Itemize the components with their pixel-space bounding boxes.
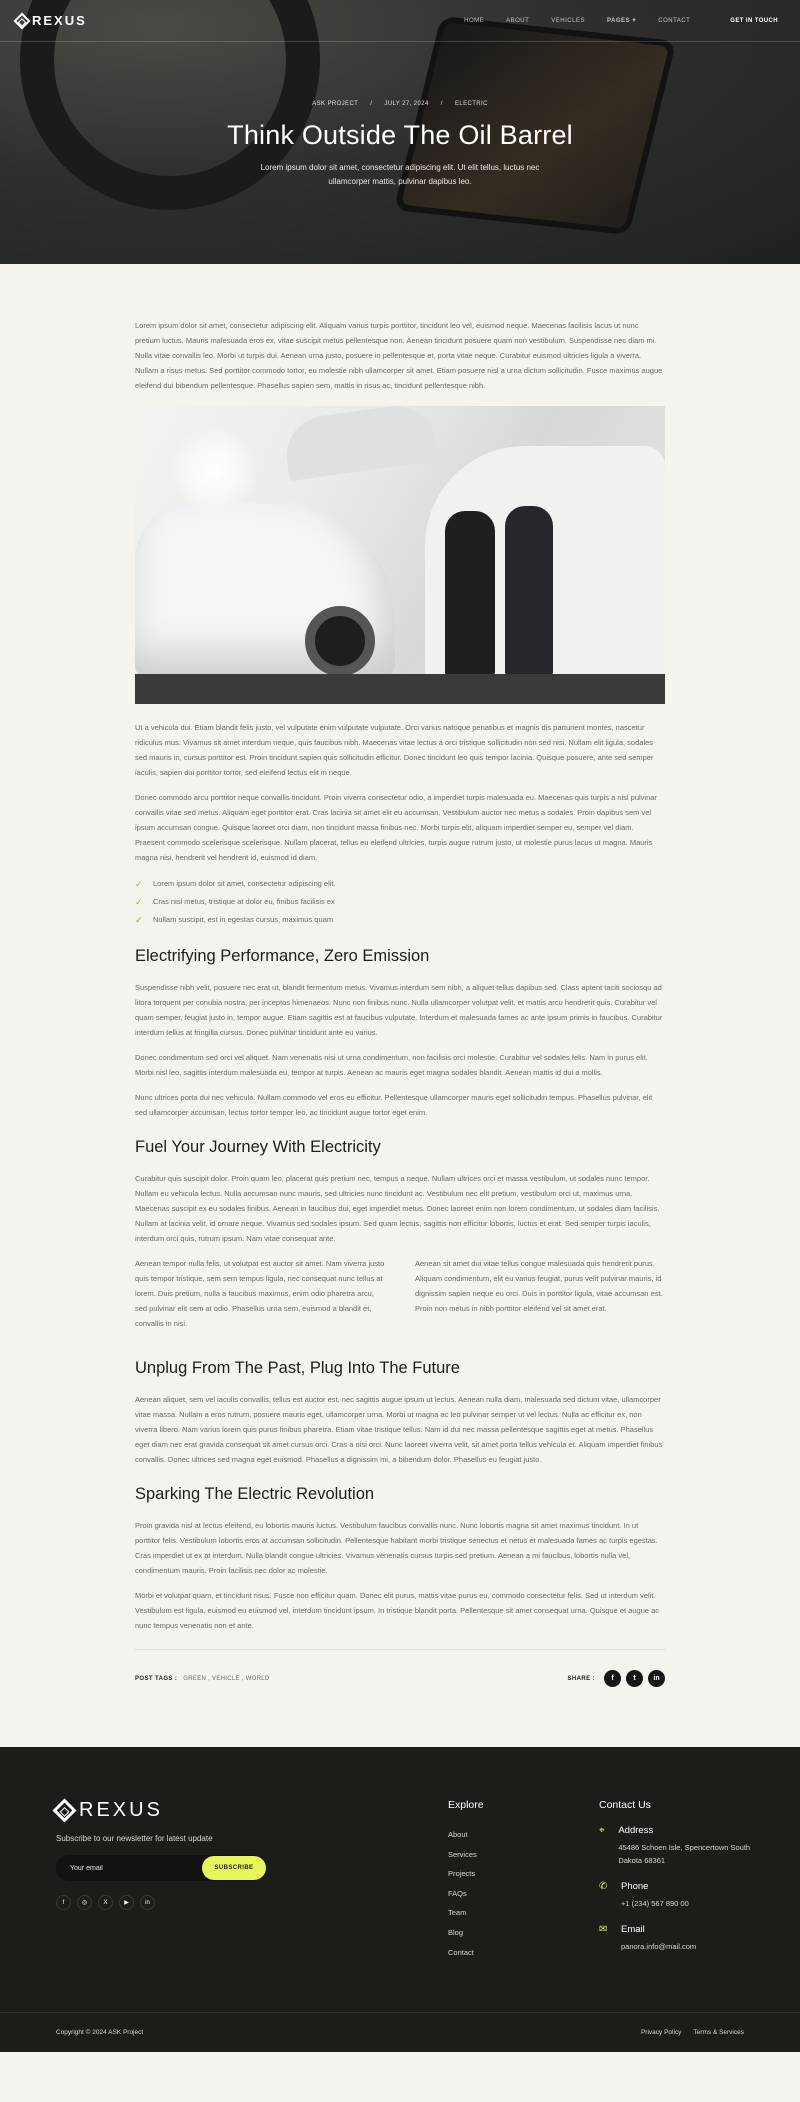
article-paragraph: Suspendisse nibh velit, posuere nec erat ut, blandit fermentum metus. Vivamus interdum sem nibh, a aliquet tellus dapibus sed. Class aptent taciti sociosqu ad litora torquent per conubia nostra, per inceptos himenaeos. Nunc non finibus nunc. Nulla ullamcorper volutpat velit, et mattis arcu hendrerit quis. Curabitur vel quam semper, feugiat justo in, tempor augue. Etiam sagittis est at faucibus vulputate. Interdum et malesuada fames ac ante ipsum primis in faucibus. Curabitur interdum tellus at fringilla cursus. Donec pulvinar tincidunt ante eu varius. <box>135 983 663 1037</box>
feature-checklist <box>135 875 665 929</box>
footer-link-team[interactable]: Team <box>448 1908 467 1918</box>
nav-contact[interactable]: CONTACT <box>658 17 691 24</box>
email-title: Email <box>621 1924 645 1935</box>
plus-icon: + <box>632 17 637 24</box>
footer-link-contact[interactable]: Contact <box>448 1947 474 1957</box>
twitter-icon[interactable]: t <box>626 1670 643 1687</box>
checklist-item <box>135 893 665 911</box>
youtube-icon[interactable]: ▶ <box>119 1895 134 1910</box>
article-paragraph: Ut a vehicula dui. Etiam blandit felis justo, vel vulputate enim vulputate vulputate. Orci varius natoque penatibus et magnis dis parturient montes, nascetur ridiculus mus. Vivamus sit amet interdum neque, quis faucibus nibh. Maecenas vitae lectus a orci tristique sollicitudin non sed nisi. Nullam elit ligula, sodales sed mauris in, cursus porttitor est. Proin tincidunt sapien quis sollicitudin efficitur. Donec tincidunt leo quis tempor lacinia. Quisque posuere, ante sed semper iaculis, sapien dui porttitor tortor, sed eleifend lectus elit in neque. <box>135 723 654 777</box>
column-left-text: Aenean tempor nulla felis, ut volutpat est auctor sit amet. Nam viverra justo quis tempor tristique, sem sem tempus ligula, nec consequat nunc tellus at lorem. Duis pretium, nulla a faucibus maximus, enim odio pharetra arcu, sed pulvinar elit sem at odio. Phasellus urna sem, euismod a blandit et, convallis in nisi. <box>135 1259 385 1328</box>
footer-explore-column <box>448 1799 484 1962</box>
rexus-logo-icon <box>14 12 31 29</box>
section-heading: Fuel Your Journey With Electricity <box>135 1138 381 1156</box>
check-icon: ✓ <box>135 915 143 925</box>
page-subtitle: Lorem ipsum dolor sit amet, consectetur adipiscing elit. Ut elit tellus, luctus nec ullamcorper mattis, pulvinar dapibus leo. <box>260 163 540 186</box>
subscribe-button[interactable]: SUBSCRIBE <box>202 1856 266 1880</box>
checklist-item <box>135 911 665 929</box>
post-meta-date: JULY 27, 2024 <box>384 101 429 107</box>
section-heading: Electrifying Performance, Zero Emission <box>135 947 430 965</box>
terms-link[interactable]: Terms & Services <box>693 2029 744 2036</box>
phone-title: Phone <box>621 1881 649 1892</box>
facebook-icon[interactable]: f <box>604 1670 621 1687</box>
meta-separator: / <box>440 101 443 107</box>
article-body <box>135 264 665 1695</box>
legal-links <box>641 2029 744 2036</box>
checklist-item-text: Nullam suscipit, est in egestas cursus, maximus quam <box>153 915 334 924</box>
mail-icon: ✉ <box>599 1924 608 1935</box>
nav-pages[interactable] <box>607 18 636 24</box>
nav-about[interactable]: ABOUT <box>506 17 530 24</box>
article-paragraph: Donec commodo arcu porttitor neque convallis tincidunt. Proin viverra consectetur odio, a imperdiet turpis malesuada eu. Maecenas quis turpis a nisl pulvinar convallis vitae sed metus. Aliquam eget porttitor erat. Cras lacinia sit amet elit eu accumsan. Vestibulum auctor nec metus a sodales. Proin dapibus sem vel ipsum accumsan congue. Quisque laoreet orci diam, non tincidunt massa finibus nec. Morbi turpis elit, aliquam imperdiet semper eu, semper vel diam. Praesent commodo scelerisque scelerisque. Nullam placerat, tellus eu eleifend ultricies, turpis augue rutrum justo, ut molestie purus lacus ut magna. Mauris magna nisi, hendrerit vel hendrerit id, euismod id diam. <box>135 793 657 862</box>
facebook-icon[interactable]: f <box>56 1895 71 1910</box>
linkedin-icon[interactable]: in <box>648 1670 665 1687</box>
contact-address <box>599 1825 759 1867</box>
post-tags-label: POST TAGS : <box>135 1675 178 1682</box>
phone-value[interactable]: +1 (234) 567 890 00 <box>621 1899 689 1908</box>
nav-pages-label: PAGES <box>606 17 631 24</box>
address-value: 45486 Schoen Isle, Spencertown South Dakota 68361 <box>618 1843 751 1865</box>
explore-heading: Explore <box>448 1799 484 1811</box>
article-paragraph: Nunc ultrices porta dui nec vehicula. Nullam commodo vel eros eu efficitur. Pellentesque ullamcorper mauris eget sollicitudin tempus. Phasellus pulvinar, elit sed ullamcorper accumsan, lectus tortor tempor leo, ac tincidunt augue tortor eget enim. <box>135 1093 653 1117</box>
instagram-icon[interactable]: ◎ <box>77 1895 92 1910</box>
footer-bottom-bar <box>0 2012 800 2052</box>
check-icon: ✓ <box>135 879 143 889</box>
post-meta <box>0 101 800 107</box>
section-heading: Unplug From The Past, Plug Into The Future <box>135 1359 460 1377</box>
footer-link-faqs[interactable]: FAQs <box>448 1888 467 1898</box>
address-title: Address <box>618 1825 654 1836</box>
get-in-touch-button[interactable]: GET IN TOUCH <box>730 17 778 24</box>
section-heading: Sparking The Electric Revolution <box>135 1485 375 1503</box>
newsletter-form <box>56 1855 266 1881</box>
contact-phone <box>599 1881 759 1910</box>
site-footer <box>0 1747 800 2052</box>
article-paragraph: Proin gravida nisl at lectus eleifend, eu lobortis mauris luctus. Vestibulum faucibus convallis nunc. Nunc lobortis magna sit amet maximus tincidunt. In ut porttitor felis. Vestibulum lobortis eros at accumsan sollicitudin. Pellentesque habitant morbi tristique senectus et netus et malesuada fames ac turpis egestas. Cras imperdiet ut ex at interdum. Nulla blandit congue ultricies. Vivamus venenatis cursus turpis sed pretium. Aenean a mi faucibus, lobortis nulla vel, condimentum mauris. Proin facilisis nec dolor ac molestie. <box>135 1521 658 1575</box>
phone-icon: ✆ <box>599 1881 608 1892</box>
checklist-item-text: Lorem ipsum dolor sit amet, consectetur adipiscing elit. <box>153 879 336 888</box>
meta-separator: / <box>370 101 373 107</box>
two-column-text <box>135 1256 665 1341</box>
rexus-logo-icon <box>52 1798 76 1822</box>
footer-link-services[interactable]: Services <box>448 1849 477 1859</box>
footer-contact-column <box>599 1799 759 1967</box>
nav-home[interactable]: HOME <box>464 17 485 24</box>
newsletter-email-input[interactable] <box>70 1865 190 1872</box>
checklist-item <box>135 875 665 893</box>
post-meta-category[interactable]: ELECTRIC <box>454 101 488 107</box>
article-intro: Lorem ipsum dolor sit amet, consectetur adipiscing elit. Aliquam varius turpis porttitor, tincidunt leo vel, euismod neque. Maecenas facilisis lacus ut nunc pretium luctus. Mauris malesuada eros ex, vitae suscipit metus pellentesque non. Aenean tincidunt posuere quam non vestibulum. Suspendisse nec diam mi. Nulla vitae convallis leo. Morbi ut turpis dui. Aenean urna justo, posuere in pellentesque et, porta vitae neque. Curabitur euismod ultricies ligula a viverra. Nullam a risus metus. Sed porttitor commodo tortor, eu molestie nibh ullamcorper sit amet. Etiam posuere nisl a urna dictum sollicitudin. Fusce maximus augue eleifend dui bibendum pellentesque. Phasellus sapien sem, mattis in risus ac, tincidunt pellentesque nibh. <box>135 321 663 390</box>
check-icon: ✓ <box>135 897 143 907</box>
map-pin-icon: ⌖ <box>599 1825 605 1836</box>
email-value[interactable]: panora.info@mail.com <box>621 1942 697 1951</box>
x-icon[interactable]: X <box>98 1895 113 1910</box>
page-title: Think Outside The Oil Barrel <box>227 120 573 150</box>
share-label: SHARE : <box>567 1675 595 1682</box>
footer-link-projects[interactable]: Projects <box>448 1869 476 1879</box>
footer-link-blog[interactable]: Blog <box>448 1927 464 1937</box>
contact-email <box>599 1924 759 1953</box>
hero-section <box>0 0 800 264</box>
header-logo[interactable] <box>16 13 87 28</box>
main-nav <box>464 18 690 24</box>
post-tags[interactable]: GREEN , VEHICLE , WORLD <box>183 1675 270 1682</box>
article-paragraph: Aenean aliquet, sem vel iaculis convallis, tellus est auctor est, nec sagittis augue ipsum ut lectus. Aenean nulla diam, malesuada sed dictum vitae, ullamcorper vitae massa. Nullam a eros rutrum, posuere mauris eget, ullamcorper urna. Morbi ut magna ac leo pulvinar semper ut vel lectus. Nulla ac efficitur ex, non viverra libero. Nam varius lorem quis purus finibus pharetra. Etiam vitae tristique tellus. Nam id dui nec massa pellentesque sagittis eget at metus. Phasellus eget diam nec erat gravida consequat sit amet cursus orci. Cras a nisi orci. Nunc laoreet viverra velit, sit amet porta tellus vehicula et. Aliquam imperdiet finibus convallis. Donec ultrices sed magna eget euismod. Phasellus a dignissim mi, a bibendum dolor. Phasellus eu feugiat justo. <box>135 1395 663 1464</box>
article-image-ev-charging <box>135 406 665 704</box>
newsletter-text: Subscribe to our newsletter for latest update <box>56 1834 213 1843</box>
checklist-item-text: Cras nisl metus, tristique at dolor eu, finibus facilisis ex <box>153 897 335 906</box>
privacy-policy-link[interactable]: Privacy Policy <box>640 2029 682 2036</box>
contact-heading: Contact Us <box>599 1799 651 1811</box>
article-paragraph: Morbi et volutpat quam, et tincidunt risus. Fusce non efficitur quam. Donec elit purus, mattis vitae purus eu, commodo consectetur felis. Sed ut interdum velit. Vestibulum est ligula, euismod eu euismod vel, interdum tincidunt ipsum. In tristique blandit porta. Pellentesque sit amet consequat urna. Quisque et augue ac nunc tempus venenatis non et ante. <box>135 1591 660 1630</box>
post-meta-author[interactable]: ASK PROJECT <box>312 101 359 107</box>
footer-logo-text: REXUS <box>79 1799 163 1821</box>
article-paragraph: Donec condimentum sed orci vel aliquet. Nam venenatis nisi ut urna condimentum, non facilisis orci molestie. Curabitur vel sodales felis. Nam in purus elit. Morbi nisl leo, sagittis interdum malesuada eu, tempor at turpis. Aenean ac mauris eget magna sodales blandit. Aenean mattis id dui a mollis. <box>135 1053 648 1077</box>
top-navbar <box>0 0 800 42</box>
post-tags-share-bar <box>135 1649 665 1695</box>
header-logo-text: REXUS <box>32 13 87 28</box>
copyright-text: Copyright © 2024 ASK Project <box>56 2029 144 2036</box>
footer-link-about[interactable]: About <box>448 1830 468 1839</box>
nav-vehicles[interactable]: VEHICLES <box>551 17 585 24</box>
share-links <box>568 1670 665 1687</box>
article-paragraph: Curabitur quis suscipit dolor. Proin quam leo, placerat quis pretium nec, tempus a neque. Nullam ultrices orci et massa vestibulum, ut sodales nunc tempor. Nullam eu vehicula lectus. Nulla accumsan nunc mauris, sed ultricies nunc tincidunt ac. Vestibulum nec elit pretium, vestibulum orci ut, maximus urna. Maecenas suscipit ex eu sodales finibus. Aenean in faucibus dui, eget imperdiet metus. Donec laoreet enim non lorem condimentum, ut sodales diam facilisis. Nullam at lacinia velit, id ornare neque. Vivamus sed sodales ipsum. Sed quam lectus, sagittis non efficitur lobortis, luctus et erat. Sed semper turpis iaculis, interdum orci quis, rutrum ipsum. Nam vitae consequat ante. <box>135 1174 660 1243</box>
linkedin-icon[interactable]: in <box>140 1895 155 1910</box>
column-right-text: Aenean sit amet dui vitae tellus congue malesuada quis hendrerit purus. Aliquam condimentum, elit eu varius feugiat, purus velit pulvinar mauris, id dignissim sapien neque eu orci. Duis in porttitor ligula, vitae accumsan est. Proin non metus in nibh porttitor eleifend vel sit amet erat. <box>415 1259 663 1313</box>
